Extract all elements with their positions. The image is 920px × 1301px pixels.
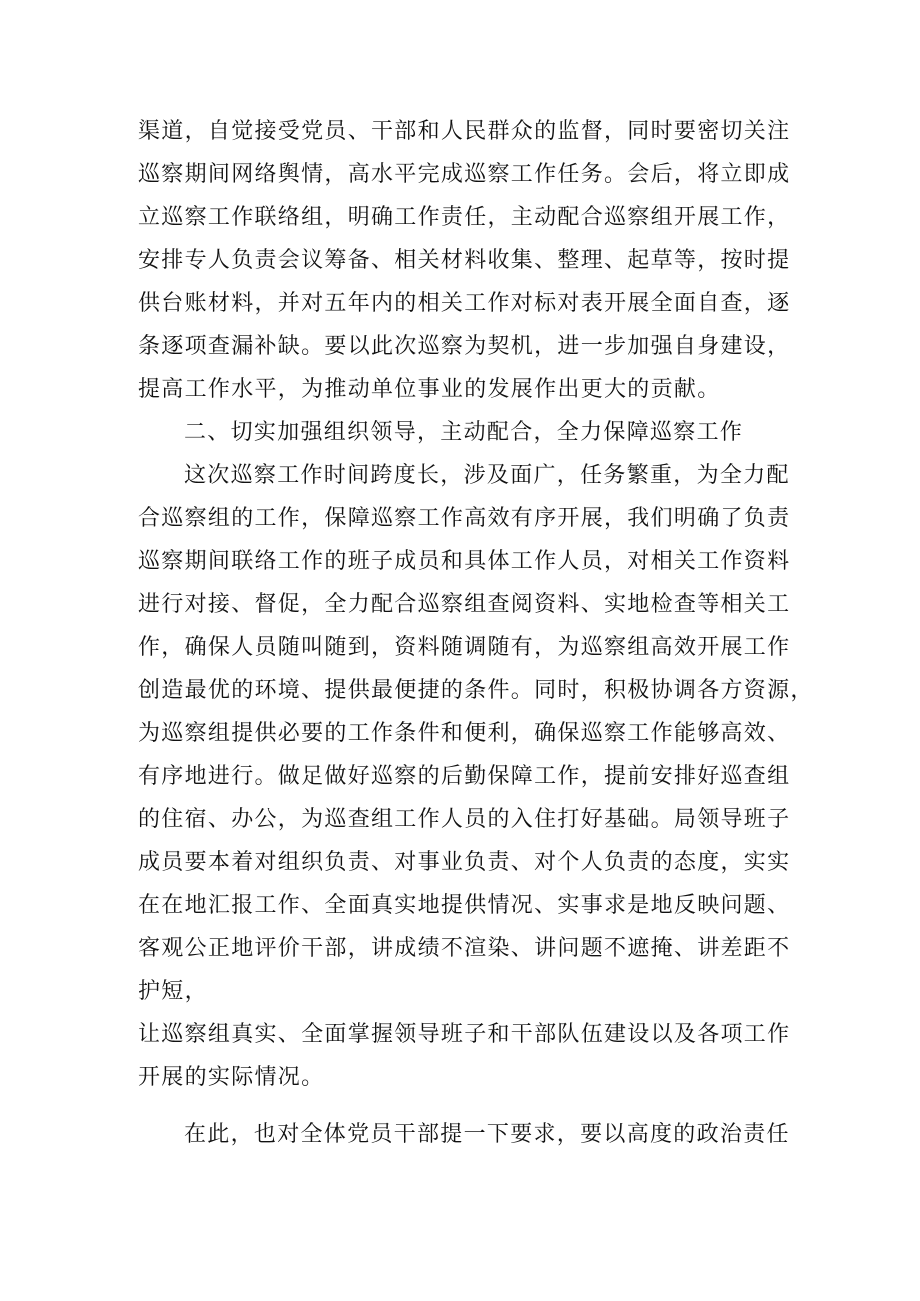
text-line: 条逐项查漏补缺。要以此次巡察为契机，进一步加强自身建设，	[138, 334, 791, 359]
text-line: 创造最优的环境、提供最便捷的条件。同时，积极协调各方资源，	[138, 678, 814, 703]
section-heading: 二、切实加强组织领导，主动配合，全力保障巡察工作	[184, 420, 744, 445]
text-line: 渠道，自觉接受党员、干部和人民群众的监督，同时要密切关注	[138, 119, 791, 144]
text-line: 在此，也对全体党员干部提一下要求，要以高度的政治责任	[184, 1122, 790, 1147]
text-line: 作，确保人员随叫随到，资料随调随有，为巡察组高效开展工作	[138, 635, 791, 660]
text-line: 开展的实际情况。	[138, 1065, 325, 1090]
text-line: 护短，	[138, 979, 208, 1004]
text-line: 合巡察组的工作，保障巡察工作高效有序开展，我们明确了负责	[138, 506, 791, 531]
text-line: 在在地汇报工作、全面真实地提供情况、实事求是地反映问题、	[138, 893, 791, 918]
text-line: 安排专人负责会议筹备、相关材料收集、整理、起草等，按时提	[138, 248, 791, 273]
text-line: 立巡察工作联络组，明确工作责任，主动配合巡察组开展工作，	[138, 205, 791, 230]
text-line: 供台账材料，并对五年内的相关工作对标对表开展全面自查，逐	[138, 291, 791, 316]
text-line: 客观公正地评价干部，讲成绩不渲染、讲问题不遮掩、讲差距不	[138, 936, 791, 961]
text-line: 成员要本着对组织负责、对事业负责、对个人负责的态度，实实	[138, 850, 791, 875]
text-line: 进行对接、督促，全力配合巡察组查阅资料、实地检查等相关工	[138, 592, 791, 617]
text-line: 巡察期间联络工作的班子成员和具体工作人员，对相关工作资料	[138, 549, 791, 574]
text-line: 的住宿、办公，为巡查组工作人员的入住打好基础。局领导班子	[138, 807, 791, 832]
document-body	[138, 110, 814, 1156]
text-line: 有序地进行。做足做好巡察的后勤保障工作，提前安排好巡查组	[138, 764, 791, 789]
paragraph-gap	[138, 1099, 798, 1113]
text-line: 让巡察组真实、全面掌握领导班子和干部队伍建设以及各项工作	[138, 1022, 791, 1047]
text-line: 提高工作水平，为推动单位事业的发展作出更大的贡献。	[138, 377, 721, 402]
text-line: 巡察期间网络舆情，高水平完成巡察工作任务。会后，将立即成	[138, 162, 791, 187]
text-line: 这次巡察工作时间跨度长，涉及面广，任务繁重，为全力配	[184, 463, 790, 488]
text-line: 为巡察组提供必要的工作条件和便利，确保巡察工作能够高效、	[138, 721, 791, 746]
